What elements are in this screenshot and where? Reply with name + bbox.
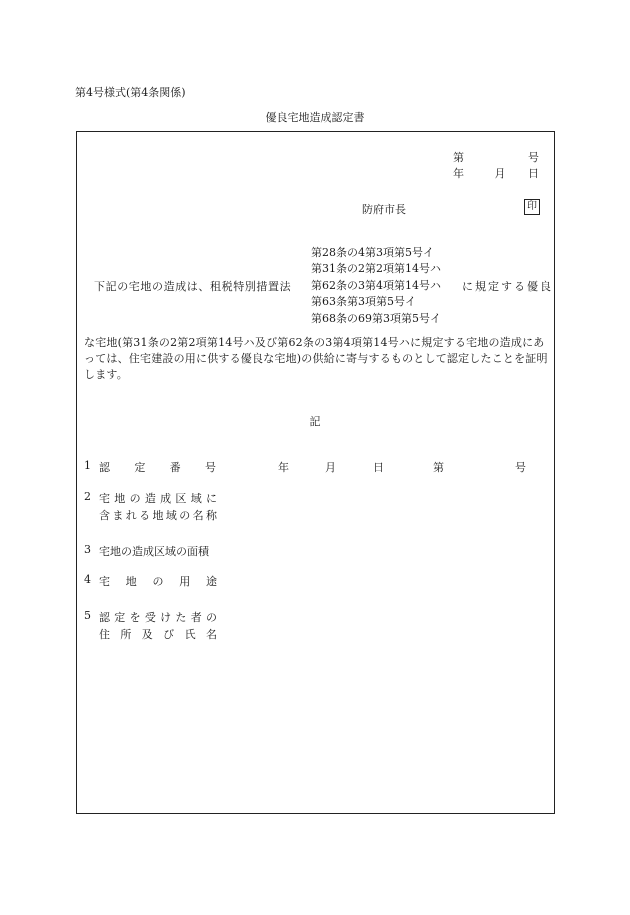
label-char: 受 — [144, 611, 156, 624]
label-char: 地 — [152, 509, 164, 522]
label-char: 定 — [114, 611, 126, 624]
label-char: 途 — [206, 575, 217, 588]
label-char: 氏 — [184, 628, 196, 641]
label-char: の — [179, 509, 191, 522]
article-list — [311, 245, 441, 327]
item-label-line — [99, 609, 217, 625]
issue-number — [453, 149, 539, 165]
cert-day: 日 — [373, 461, 384, 474]
label-char: 成 — [160, 492, 172, 505]
label-char: 住 — [99, 628, 110, 641]
cert-month: 月 — [325, 461, 336, 474]
cert-dai: 第 — [433, 461, 444, 474]
item-label-line — [99, 626, 217, 642]
label-char: 号 — [204, 461, 216, 474]
mayor-title: 防府市長 — [362, 203, 406, 216]
label-char: 地 — [125, 575, 137, 588]
item-number: 4 — [84, 573, 91, 586]
label-char: 番 — [169, 461, 181, 474]
intro-text-right: に規定する優良 — [462, 280, 553, 293]
label-char: 造 — [144, 492, 156, 505]
label-char: 含 — [99, 509, 110, 522]
label-char: け — [160, 611, 172, 624]
item-number: 3 — [84, 543, 91, 556]
item-label-line — [99, 507, 217, 523]
item-label — [99, 573, 217, 589]
article-item: 第28条の4第3項第5号イ — [311, 246, 434, 259]
item-number: 1 — [84, 459, 91, 472]
label-char: 域 — [165, 509, 177, 522]
label-char: の — [205, 611, 217, 624]
issue-date-year: 年 — [453, 167, 464, 180]
intro-text-left: 下記の宅地の造成は、租税特別措置法 — [94, 280, 292, 293]
label-char: 称 — [206, 509, 217, 522]
label-char: 認 — [99, 461, 110, 474]
certification-body: な宅地(第31条の2第2項第14号ハ及び第62条の3第4項第14号ハに規定する宅地の造成にあっては、住宅建設の用に供する優良な宅地)の供給に寄与するものとして認定したことを証明します。 — [84, 336, 548, 381]
label-char: 域 — [190, 492, 202, 505]
item-label-line — [99, 490, 217, 506]
cert-go: 号 — [515, 461, 526, 474]
form-number: 第4号様式(第4条関係) — [75, 86, 186, 99]
label-char: に — [205, 492, 217, 505]
item-label: 宅地の造成区域の面積 — [99, 545, 209, 558]
issue-date — [453, 165, 539, 181]
label-char: び — [163, 628, 175, 641]
label-char: 名 — [192, 509, 204, 522]
label-char: 区 — [175, 492, 187, 505]
issue-date-day: 日 — [528, 167, 539, 180]
label-char: た — [175, 611, 187, 624]
item-number: 5 — [84, 609, 91, 622]
item-number: 2 — [84, 490, 91, 503]
label-char: 名 — [205, 628, 217, 641]
ki-heading: 記 — [309, 415, 321, 428]
item-label — [99, 459, 216, 475]
issue-number-go: 号 — [528, 151, 539, 164]
label-char: の — [152, 575, 164, 588]
label-char: の — [129, 492, 141, 505]
label-char: 用 — [179, 575, 191, 588]
label-char: 宅 — [99, 492, 110, 505]
label-char: ま — [112, 509, 124, 522]
issue-date-month: 月 — [494, 167, 506, 180]
article-item: 第31条の2第2項第14号ハ — [311, 262, 441, 276]
article-item: 第62条の3第4項第14号ハ — [311, 278, 441, 292]
label-char: を — [129, 611, 141, 624]
label-char: 宅 — [99, 575, 110, 588]
label-char: 認 — [99, 611, 110, 624]
seal-mark: 印 — [524, 199, 540, 215]
label-char: 者 — [190, 611, 202, 624]
article-item: 第63条第3項第5号イ — [311, 295, 416, 309]
issue-number-dai: 第 — [453, 151, 464, 164]
label-char: れ — [125, 509, 137, 522]
label-char: 所 — [120, 628, 132, 641]
cert-year: 年 — [278, 461, 289, 474]
label-char: 地 — [114, 492, 126, 505]
article-item: 第68条の69第3項第5号イ — [311, 311, 441, 325]
label-char: る — [139, 509, 151, 522]
label-char: 及 — [141, 628, 153, 641]
label-char: 定 — [134, 461, 146, 474]
document-title: 優良宅地造成認定書 — [265, 111, 365, 124]
